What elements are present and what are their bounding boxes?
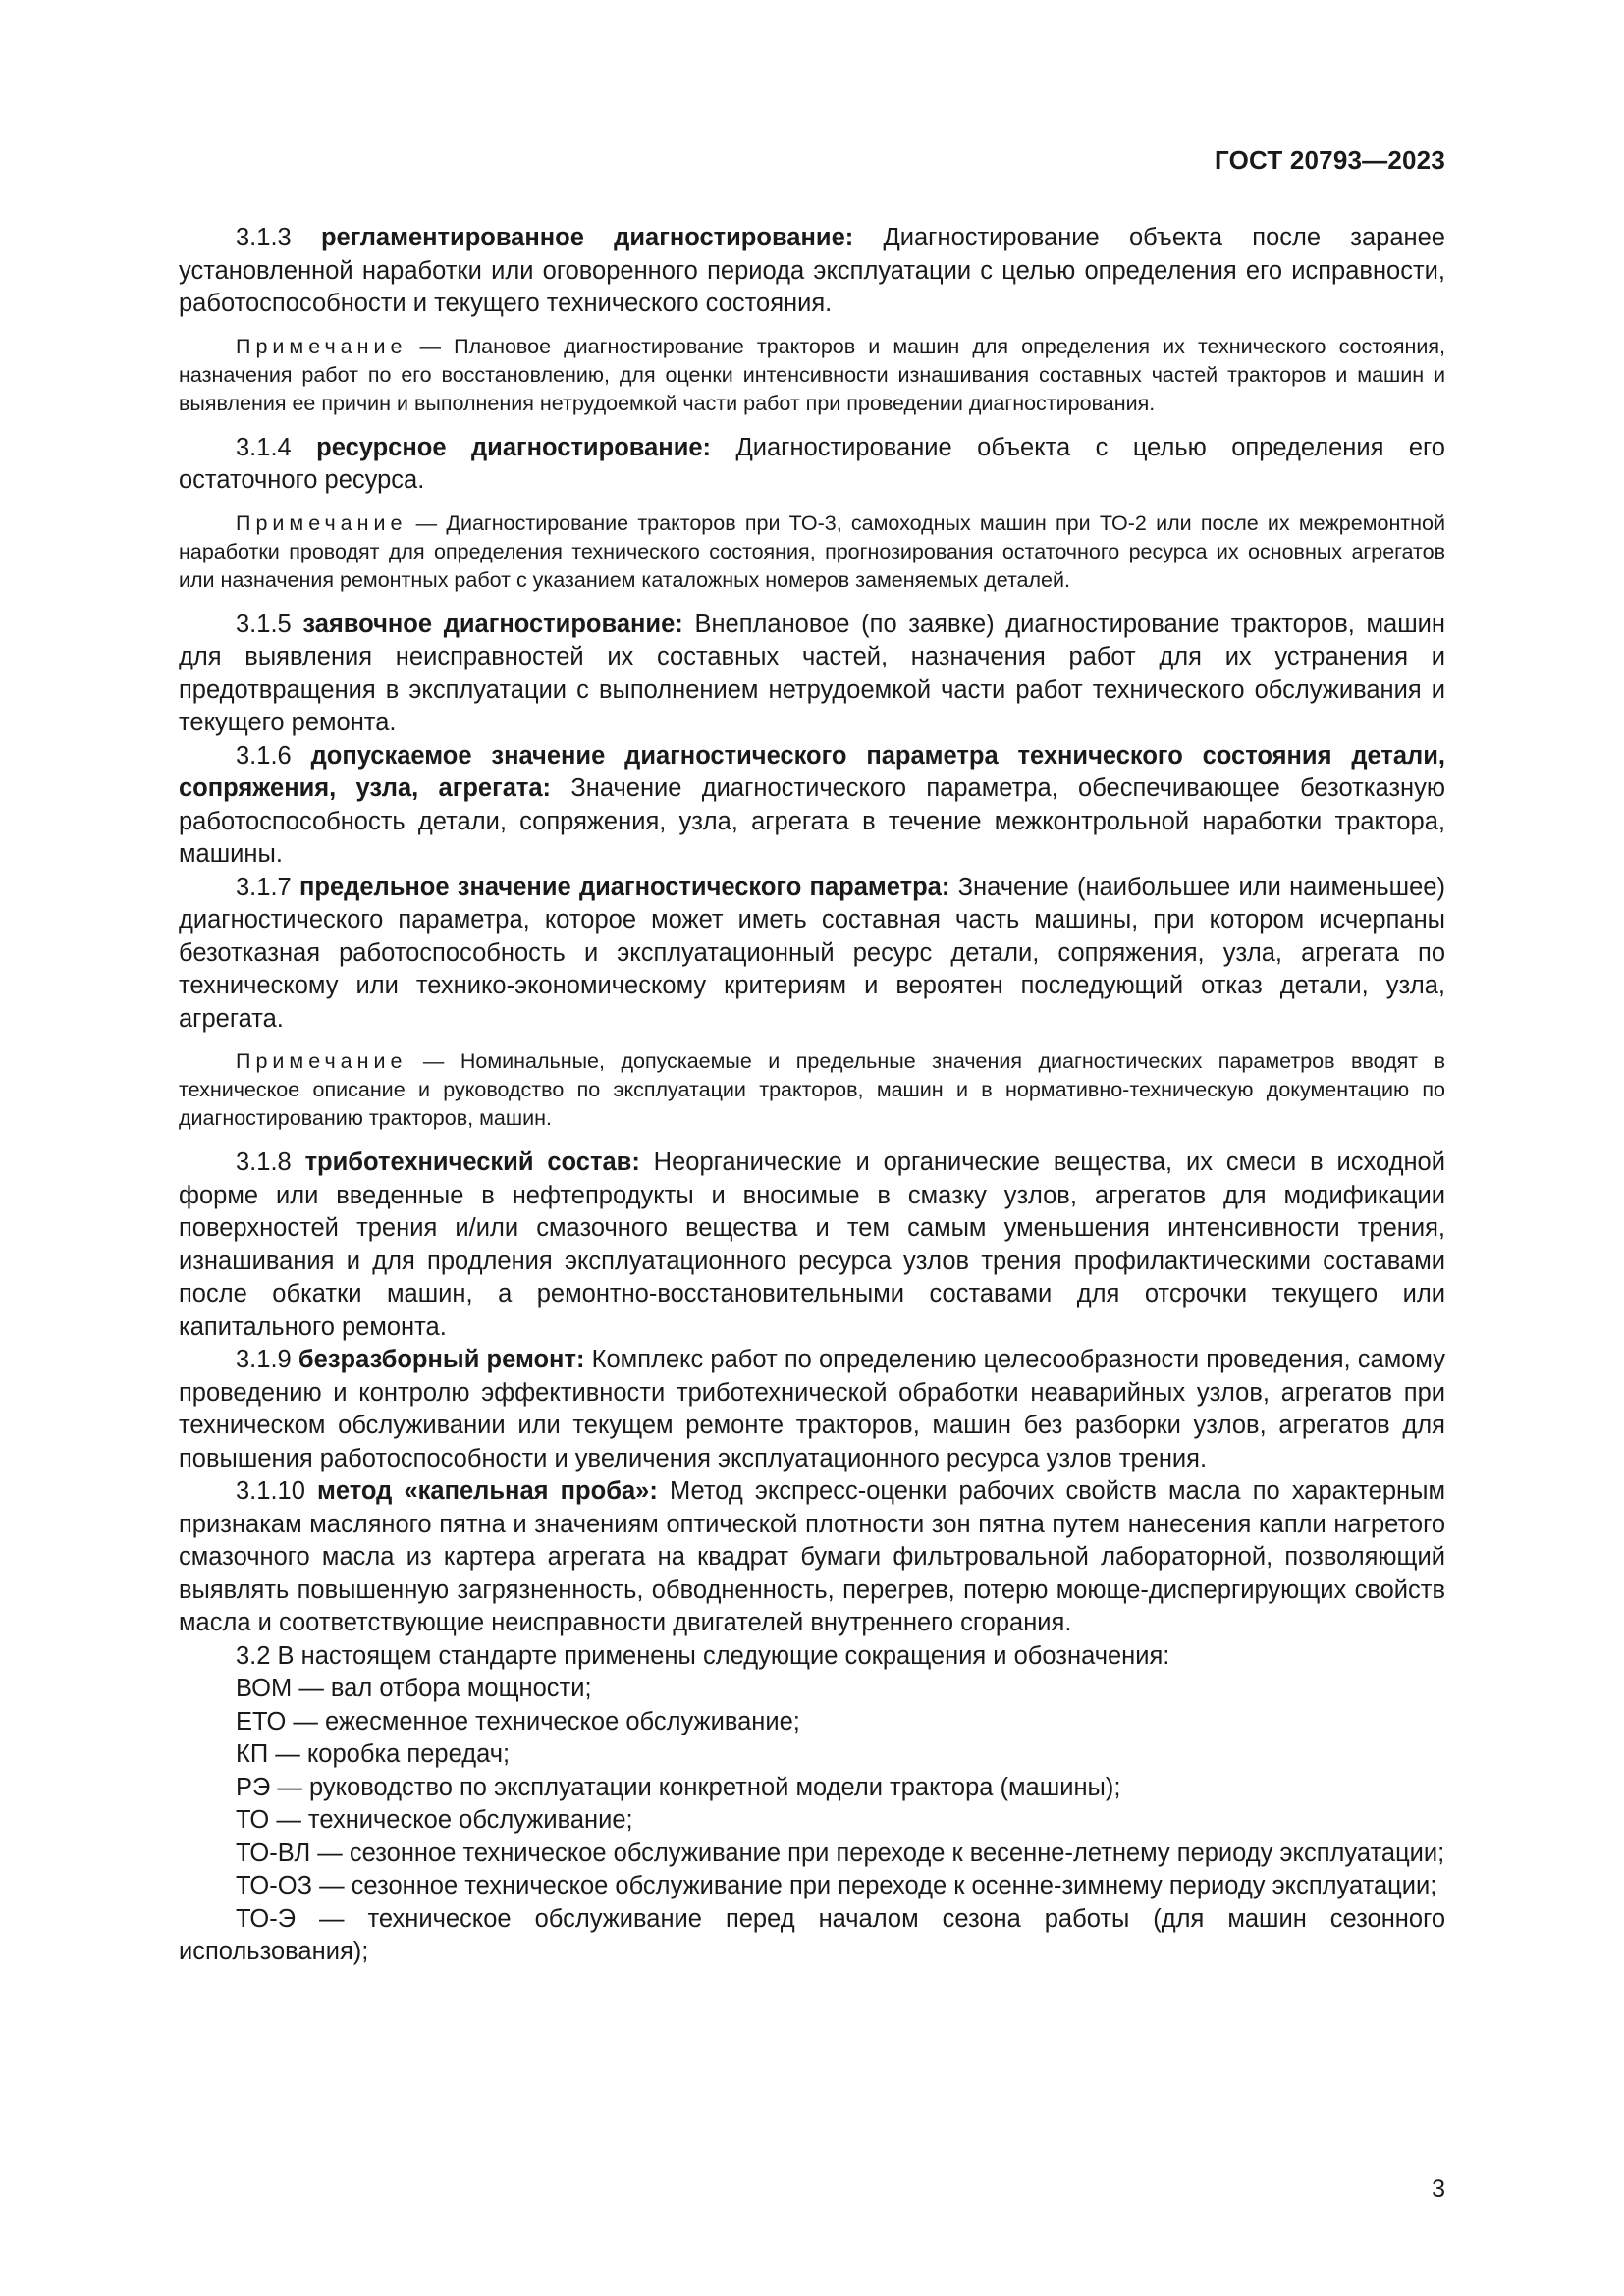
abbreviation-item: ТО-ОЗ — сезонное техническое обслуживание при переходе к осенне-зимнему периоду эксплуатации; [236, 1872, 1437, 1899]
abbreviation-item: ЕТО — ежесменное техническое обслуживание; [236, 1707, 800, 1735]
term-title: допускаемое значение диагностического параметра технического состояния детали, сопряжения, узла, агрегата: [179, 741, 1445, 802]
definition-paragraph [179, 222, 1445, 321]
page-number: 3 [1432, 2175, 1445, 2203]
term-title: заявочное диагностирование: [302, 610, 683, 638]
definition-text: Метод экспресс-оценки рабочих свойств масла по характерным признакам масляного пятна и значениям оптической плотности зон пятна путем нанесения капли нагретого смазочного масла из картера агрегата на квадрат бумаги фильтровальной лабораторной, позволяющий выявлять повышенную загрязненность, обводненность, перегрев, потерю моюще-диспергирующих свойств масла и соответствующие неисправности двигателей внутреннего сгорания. [179, 1477, 1445, 1636]
definition-text: Значение (наибольшее или наименьшее) диагностического параметра, которое может иметь составная часть машины, при котором исчерпаны безотказная работоспособность и эксплуатационный ресурс детали, сопряжения, узла, агрегата по техническому или технико-экономическому критериям и вероятен последующий отказ детали, узла, агрегата. [179, 873, 1445, 1033]
definition-text: Значение диагностического параметра, обеспечивающее безотказную работоспособность детали, сопряжения, узла, агрегата в течение межконтрольной наработки трактора, машины. [179, 774, 1446, 868]
term-title: предельное значение диагностического параметра: [298, 873, 950, 901]
section-number: 3.1.6 [236, 741, 292, 770]
section-number: 3.1.7 [236, 873, 292, 901]
definition-paragraph [179, 1147, 1445, 1344]
abbreviation-item: ТО — техническое обслуживание; [236, 1806, 633, 1834]
note-label: Примечание [236, 1049, 407, 1073]
page-content [179, 222, 1445, 1969]
section-number: 3.1.10 [236, 1477, 305, 1505]
definition-text: Внеплановое (по заявке) диагностирование тракторов, машин для выявления неисправностей их составных частей, назначения работ для их устранения и предотвращения в эксплуатации с выполнением нетрудоемкой части работ технического обслуживания и текущего ремонта. [179, 610, 1446, 736]
standard-header: ГОСТ 20793—2023 [1215, 145, 1445, 175]
term-title: безразборный ремонт: [298, 1346, 585, 1373]
definition-text: Комплекс работ по определению целесообразности проведения, самому проведению и контролю эффективности триботехнической обработки неаварийных узлов, агрегатов при техническом обслуживании или текущем ремонте тракторов, машин без разборки узлов, агрегатов для повышения работоспособности и увеличения эксплуатационного ресурса узлов трения. [179, 1346, 1445, 1472]
abbreviation-item: ТО-Э — техническое обслуживание перед началом сезона работы (для машин сезонного использования); [179, 1904, 1445, 1965]
definition-paragraph [179, 872, 1445, 1037]
section-number: 3.1.9 [236, 1346, 292, 1373]
section-number: 3.1.5 [236, 610, 292, 638]
abbreviation-item: ВОМ — вал отбора мощности; [236, 1675, 592, 1702]
definition-paragraph [179, 1344, 1445, 1475]
definition-text: Диагностирование объекта с целью определения его остаточного ресурса. [179, 433, 1445, 494]
definition-text: Диагностирование объекта после заранее установленной наработки или оговоренного периода эксплуатации с целью определения его исправности, работоспособности и текущего технического состояния. [179, 224, 1445, 317]
abbreviation-item: РЭ — руководство по эксплуатации конкретной модели трактора (машины); [236, 1773, 1121, 1801]
note-label: Примечание [236, 510, 407, 535]
abbreviation-item: КП — коробка передач; [236, 1740, 511, 1768]
note-text: Диагностирование тракторов при ТО-3, самоходных машин при ТО-2 или после их межремонтной наработки проводят для определения технического состояния, прогнозирования остаточного ресурса их основных агрегатов или назначения ремонтных работ с указанием каталожных номеров заменяемых деталей. [179, 510, 1445, 592]
term-title: триботехнический состав: [304, 1148, 640, 1176]
term-title: метод «капельная проба»: [317, 1477, 658, 1505]
definition-paragraph [179, 432, 1445, 498]
note-text: Плановое диагностирование тракторов и машин для определения их технического состояния, назначения работ по его восстановлению, для оценки интенсивности изнашивания составных частей тракторов и машин и выявления ее причин и выполнения нетрудоемкой части работ при проведении диагностирования. [179, 334, 1445, 415]
note: Примечание — Диагностирование тракторов при ТО-3, самоходных машин при ТО-2 или после их межремонтной наработки проводят для определения технического состояния, прогнозирования остаточного ресурса их основных агрегатов или назначения ремонтных работ с указанием каталожных номеров заменяемых деталей. [179, 510, 1445, 592]
section-number: 3.1.3 [236, 224, 292, 251]
abbreviations-intro: 3.2 В настоящем стандарте применены следующие сокращения и обозначения: [236, 1641, 1170, 1670]
definition-paragraph [179, 740, 1445, 872]
note: Примечание — Плановое диагностирование тракторов и машин для определения их технического состояния, назначения работ по его восстановлению, для оценки интенсивности изнашивания составных частей тракторов и машин и выявления ее причин и выполнения нетрудоемкой части работ при проведении диагностирования. [179, 334, 1445, 415]
section-number: 3.1.8 [236, 1148, 292, 1176]
abbreviation-item: ТО-ВЛ — сезонное техническое обслуживание при переходе к весенне-летнему периоду эксплуатации; [236, 1839, 1445, 1867]
term-title: регламентированное диагностирование: [320, 224, 854, 251]
term-title: ресурсное диагностирование: [316, 433, 712, 461]
definition-paragraph [179, 1475, 1445, 1640]
note: Примечание — Номинальные, допускаемые и предельные значения диагностических параметров вводят в техническое описание и руководство по эксплуатации тракторов, машин и в нормативно-техническую документацию по диагностированию тракторов, машин. [179, 1049, 1445, 1130]
definition-text: Неорганические и органические вещества, их смеси в исходной форме или введенные в нефтепродукты и вносимые в смазку узлов, агрегатов для модификации поверхностей трения и/или смазочного вещества и тем самым уменьшения интенсивности трения, изнашивания и для продления эксплуатационного ресурса узлов трения профилактическими составами после обкатки машин, а ремонтно-восстановительными составами для отсрочки текущего или капитального ремонта. [179, 1148, 1445, 1341]
section-number: 3.1.4 [236, 433, 292, 461]
note-text: Номинальные, допускаемые и предельные значения диагностических параметров вводят в техническое описание и руководство по эксплуатации тракторов, машин и в нормативно-техническую документацию по диагностированию тракторов, машин. [179, 1049, 1445, 1130]
note-label: Примечание [236, 334, 407, 358]
definition-paragraph [179, 609, 1445, 740]
